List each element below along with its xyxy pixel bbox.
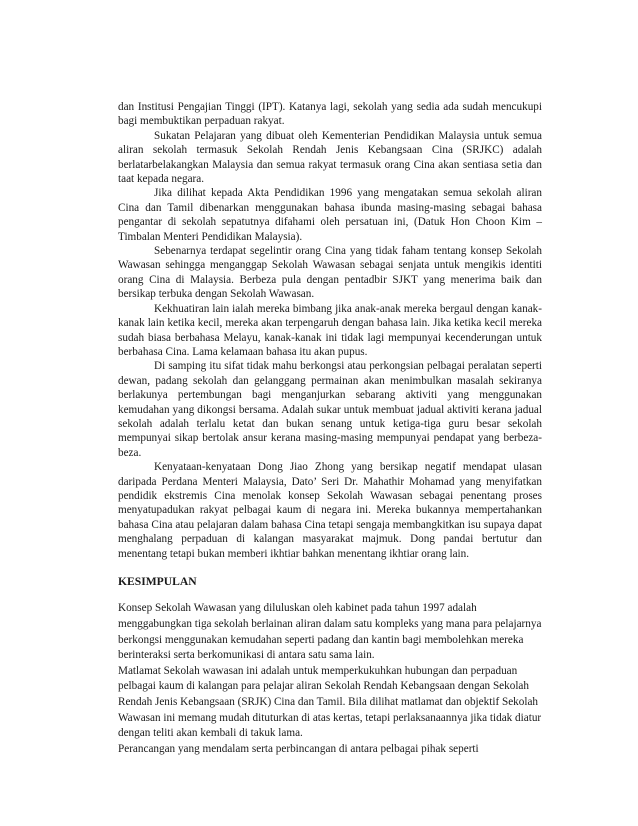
paragraph-4: Sebenarnya terdapat segelintir orang Cina yang tidak faham tentang konsep Sekolah Wawasan sehingga menganggap Sekolah Wawasan sebagai senjata untuk mengikis identiti orang Cina di Malaysia. Berbeza pula dengan pentadbir SJKT yang menerima baik dan bersikap terbuka dengan Sekolah Wawasan.	[118, 245, 542, 301]
conclusion-section	[118, 601, 542, 757]
body-section	[118, 100, 542, 561]
paragraph-5: Kekhuatiran lain ialah mereka bimbang jika anak-anak mereka bergaul dengan kanak-kanak lain ketika kecil, mereka akan terpengaruh dengan bahasa lain. Jika ketika kecil mereka sudah biasa berbahasa Melayu, kanak-kanak ini tidak lagi mempunyai kecenderungan untuk berbahasa Cina. Lama kelamaan bahasa itu akan pupus.	[118, 302, 542, 358]
section-heading: KESIMPULAN	[118, 575, 197, 588]
paragraph-3: Jika dilihat kepada Akta Pendidikan 1996 yang mengatakan semua sekolah aliran Cina dan Tamil dibenarkan menggunakan bahasa ibunda masing-masing sebagai bahasa pengantar di sekolah sepatutnya difahami oleh persatuan ini, (Datuk Hon Choon Kim – Timbalan Menteri Pendidikan Malaysia).	[118, 187, 542, 243]
conclusion-paragraph-3: Perancangan yang mendalam serta perbincangan di antara pelbagai pihak seperti	[118, 742, 479, 755]
paragraph-1: dan Institusi Pengajian Tinggi (IPT). Katanya lagi, sekolah yang sedia ada sudah mencukupi bagi membuktikan perpaduan rakyat.	[118, 101, 542, 128]
conclusion-paragraph-1: Konsep Sekolah Wawasan yang diluluskan oleh kabinet pada tahun 1997 adalah menggabungkan tiga sekolah berlainan aliran dalam satu kompleks yang mana para pelajarnya berkongsi menggunakan kemudahan seperti padang dan kantin bagi membolehkan mereka berinteraksi serta berkomunikasi di antara satu sama lain.	[118, 602, 542, 662]
paragraph-2: Sukatan Pelajaran yang dibuat oleh Kementerian Pendidikan Malaysia untuk semua aliran sekolah termasuk Sekolah Rendah Jenis Kebangsaan Cina (SRJKC) adalah berlatarbelakangkan Malaysia dan semua rakyat termasuk orang Cina akan sentiasa setia dan taat kepada negara.	[118, 129, 542, 186]
document-page	[118, 100, 542, 757]
paragraph-7: Kenyataan-kenyataan Dong Jiao Zhong yang bersikap negatif mendapat ulasan daripada Perdana Menteri Malaysia, Dato’ Seri Dr. Mahathir Mohamad yang menyifatkan pendidik ekstremis Cina menolak konsep Sekolah Wawasan sebagai penentang proses menyatupadukan rakyat pelbagai kaum di negara ini. Mereka bukannya mempertahankan bahasa Cina atau pelajaran dalam bahasa Cina tetapi sengaja membangkitkan isu supaya dapat menghalang perpaduan di kalangan masyarakat majmuk. Dong pandai bertutur dan menentang tetapi bukan memberi ikhtiar bahkan menentang ikhtiar orang lain.	[118, 461, 542, 560]
paragraph-6: Di samping itu sifat tidak mahu berkongsi atau perkongsian pelbagai peralatan seperti dewan, padang sekolah dan gelanggang permainan akan menimbulkan masalah sekiranya berlakunya pertembungan bagi menganjurkan sebarang aktiviti yang menggunakan kemudahan yang dikongsi bersama. Adalah sukar untuk membuat jadual aktiviti kerana jadual sekolah adalah terlalu ketat dan bukan senang untuk ketiga-tiga guru besar sekolah mempunyai sikap bertolak ansur kerana masing-masing mempunyai pendapat yang berbeza-beza.	[118, 360, 542, 459]
conclusion-paragraph-2: Matlamat Sekolah wawasan ini adalah untuk memperkukuhkan hubungan dan perpaduan pelbagai kaum di kalangan para pelajar aliran Sekolah Rendah Kebangsaan dengan Sekolah Rendah Jenis Kebangsaan (SRJK) Cina dan Tamil. Bila dilihat matlamat dan objektif Sekolah Wawasan ini memang mudah dituturkan di atas kertas, tetapi perlaksanaannya jika tidak diatur dengan teliti akan kembali di takuk lama.	[118, 664, 542, 740]
